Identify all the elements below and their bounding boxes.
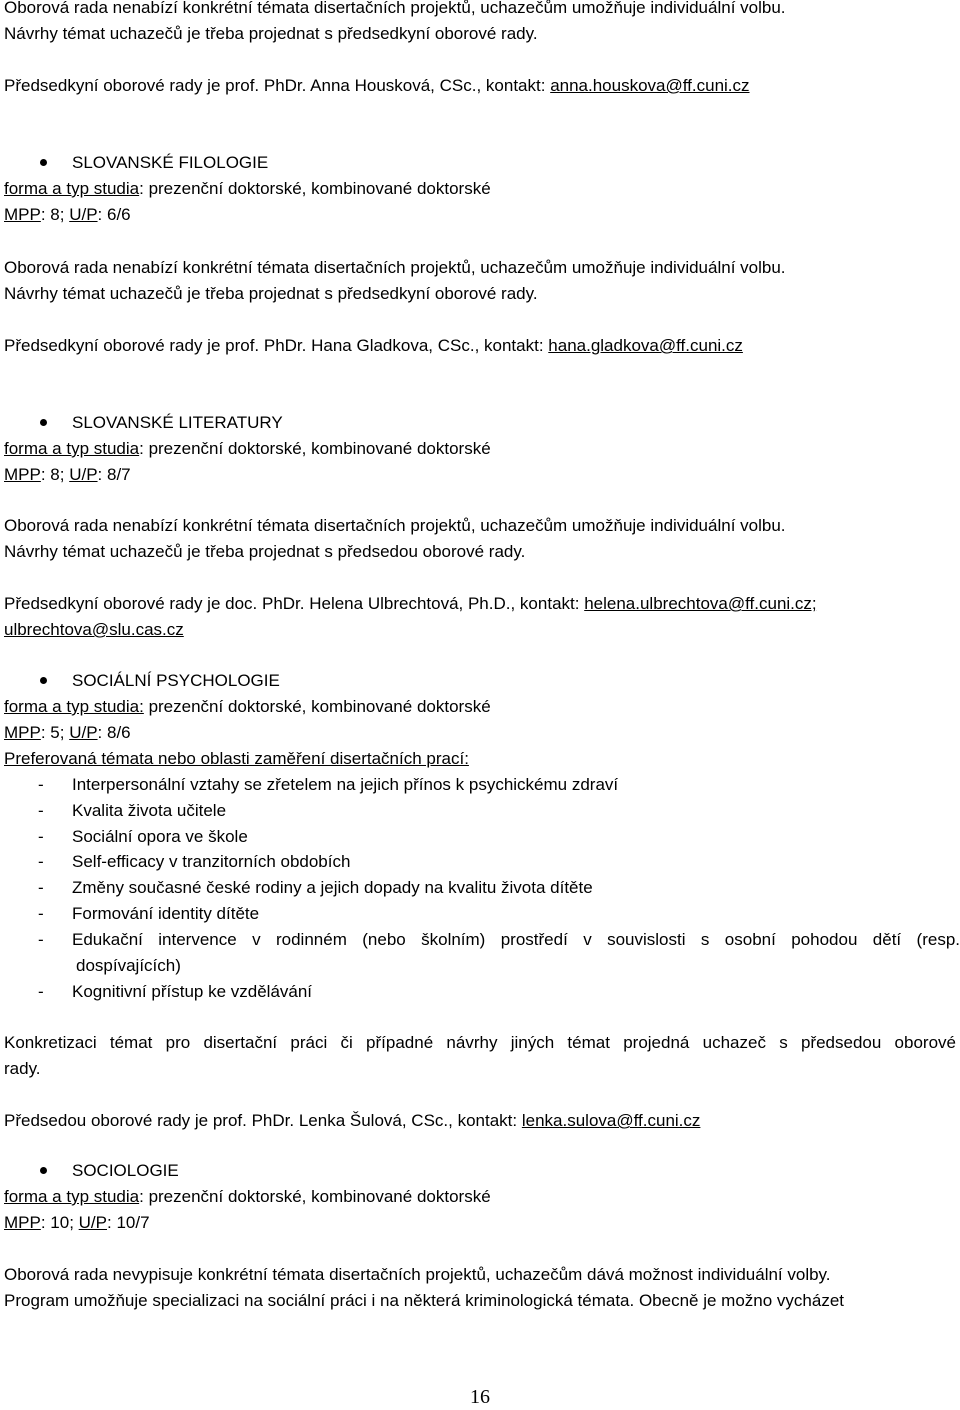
dash-marker: -	[38, 878, 44, 897]
mpp-value: : 8;	[40, 465, 70, 484]
mpp-value: : 5;	[40, 723, 70, 742]
section-desc-sociologie	[4, 1262, 956, 1314]
section-desc-slovanske-literatury	[4, 513, 956, 565]
up-value: : 8/7	[97, 465, 131, 484]
intro-paragraph	[4, 0, 956, 47]
up-label: U/P	[69, 465, 98, 484]
form-label: forma a typ studia	[4, 1187, 140, 1206]
list-item-text: Kognitivní přístup ke vzdělávání	[72, 982, 313, 1001]
dash-marker: -	[38, 801, 44, 820]
conclusion-line-2: rady.	[4, 1059, 41, 1078]
chair-email-link-1[interactable]: helena.ulbrechtova@ff.cuni.cz;	[584, 594, 817, 613]
section-chair-slovanske-filologie	[4, 333, 956, 359]
dash-marker: -	[38, 775, 44, 794]
section-chair-socialni-psychologie	[4, 1108, 956, 1134]
dash-marker: -	[38, 904, 44, 923]
form-label: forma a typ studia	[4, 439, 140, 458]
mpp-label: MPP	[4, 1213, 41, 1232]
page-number: 16	[470, 1386, 490, 1408]
section-conclusion-socialni-psychologie	[4, 1030, 956, 1082]
list-item-text: Edukační intervence v rodinném (nebo školním) prostředí v souvislosti s osobní pohodou dětí (resp.	[72, 930, 960, 949]
up-label: U/P	[69, 205, 98, 224]
form-value: prezenční doktorské, kombinované doktorské	[143, 697, 491, 716]
list-item-text: Změny současné české rodiny a jejich dopady na kvalitu života dítěte	[72, 878, 593, 897]
topics-heading: Preferovaná témata nebo oblasti zaměření disertačních prací:	[4, 749, 469, 768]
section-meta-sociologie	[4, 1184, 956, 1236]
intro-line-1: Oborová rada nenabízí konkrétní témata disertačních projektů, uchazečům umožňuje individuální volbu.	[4, 0, 786, 17]
chair-email-link-2[interactable]: ulbrechtova@slu.cas.cz	[4, 620, 184, 639]
form-value: : prezenční doktorské, kombinované doktorské	[139, 1187, 491, 1206]
section-chair-slovanske-literatury	[4, 591, 956, 643]
up-label: U/P	[69, 723, 98, 742]
list-item-text: Self-efficacy v tranzitorních obdobích	[72, 852, 351, 871]
section-meta-socialni-psychologie	[4, 694, 956, 772]
list-item-text: Formování identity dítěte	[72, 904, 260, 923]
chair-text: Předsedkyní oborové rady je prof. PhDr. Hana Gladkova, CSc., kontakt:	[4, 336, 549, 355]
intro-line-2: Návrhy témat uchazečů je třeba projednat s předsedkyní oborové rady.	[4, 24, 538, 43]
section-title: SLOVANSKÉ FILOLOGIE	[72, 153, 269, 172]
dash-marker: -	[38, 930, 44, 949]
section-meta-slovanske-literatury	[4, 436, 956, 488]
dash-marker: -	[38, 852, 44, 871]
bullet-icon	[40, 1167, 47, 1174]
conclusion-line-1: Konkretizaci témat pro disertační práci či případné návrhy jiných témat projedná uchazeč s předsedou oborové	[4, 1033, 956, 1052]
up-label: U/P	[78, 1213, 107, 1232]
intro-chair-email-link[interactable]: anna.houskova@ff.cuni.cz	[550, 76, 750, 95]
desc-line-2: Program umožňuje specializaci na sociální práci i na některá kriminologická témata. Obecně je možno vycházet	[4, 1291, 845, 1310]
bullet-icon	[40, 159, 47, 166]
intro-chair-text: Předsedkyní oborové rady je prof. PhDr. Anna Housková, CSc., kontakt:	[4, 76, 551, 95]
list-item-text: dospívajících)	[76, 956, 181, 975]
mpp-label: MPP	[4, 723, 41, 742]
chair-email-link[interactable]: hana.gladkova@ff.cuni.cz	[548, 336, 743, 355]
section-title: SOCIÁLNÍ PSYCHOLOGIE	[72, 671, 280, 690]
section-title: SLOVANSKÉ LITERATURY	[72, 413, 283, 432]
section-title: SOCIOLOGIE	[72, 1161, 179, 1180]
bullet-icon	[40, 419, 47, 426]
mpp-label: MPP	[4, 205, 41, 224]
section-meta-slovanske-filologie	[4, 176, 956, 228]
form-value: : prezenční doktorské, kombinované doktorské	[139, 439, 491, 458]
chair-text: Předsedou oborové rady je prof. PhDr. Lenka Šulová, CSc., kontakt:	[4, 1111, 522, 1130]
bullet-icon	[40, 677, 47, 684]
up-value: : 6/6	[97, 205, 131, 224]
list-item-text: Sociální opora ve škole	[72, 827, 248, 846]
desc-line-2: Návrhy témat uchazečů je třeba projednat s předsedou oborové rady.	[4, 542, 526, 561]
list-item-text: Kvalita života učitele	[72, 801, 227, 820]
desc-line-1: Oborová rada nevypisuje konkrétní témata disertačních projektů, uchazečům dává možnost individuální volby.	[4, 1265, 831, 1284]
desc-line-1: Oborová rada nenabízí konkrétní témata disertačních projektů, uchazečům umožňuje individuální volbu.	[4, 258, 786, 277]
mpp-value: : 10;	[40, 1213, 79, 1232]
form-value: : prezenční doktorské, kombinované doktorské	[139, 179, 491, 198]
list-item-text: Interpersonální vztahy se zřetelem na jejich přínos k psychickému zdraví	[72, 775, 619, 794]
form-label: forma a typ studia:	[4, 697, 144, 716]
up-value: : 8/6	[97, 723, 131, 742]
chair-text: Předsedkyní oborové rady je doc. PhDr. Helena Ulbrechtová, Ph.D., kontakt:	[4, 594, 585, 613]
desc-line-1: Oborová rada nenabízí konkrétní témata disertačních projektů, uchazečům umožňuje individuální volbu.	[4, 516, 786, 535]
mpp-label: MPP	[4, 465, 41, 484]
mpp-value: : 8;	[40, 205, 70, 224]
section-desc-slovanske-filologie	[4, 255, 956, 307]
dash-marker: -	[38, 982, 44, 1001]
intro-chair	[4, 73, 956, 99]
desc-line-2: Návrhy témat uchazečů je třeba projednat s předsedkyní oborové rady.	[4, 284, 538, 303]
form-label: forma a typ studia	[4, 179, 140, 198]
dash-marker: -	[38, 827, 44, 846]
up-value: : 10/7	[107, 1213, 150, 1232]
chair-email-link[interactable]: lenka.sulova@ff.cuni.cz	[521, 1111, 701, 1130]
